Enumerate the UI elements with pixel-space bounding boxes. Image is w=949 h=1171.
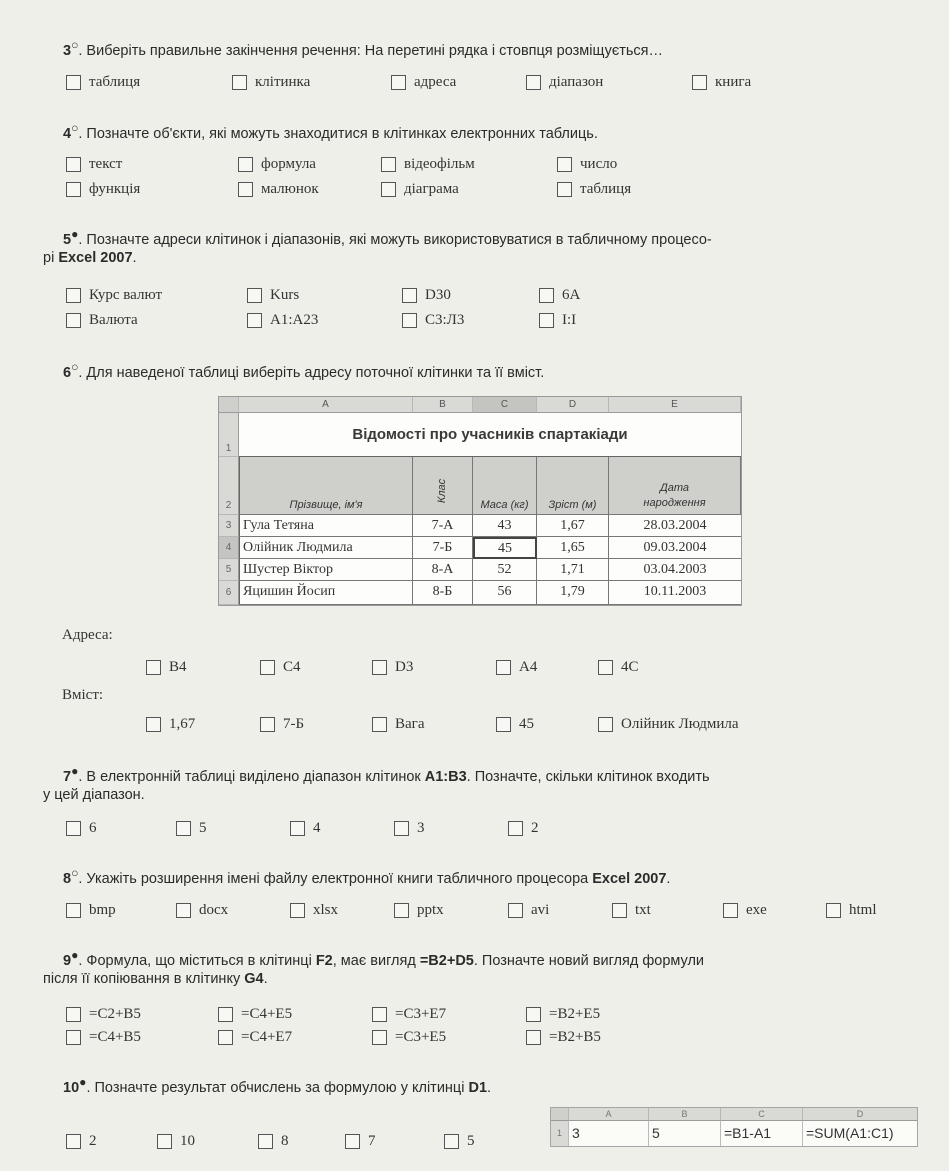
checkbox[interactable] bbox=[598, 717, 613, 732]
checkbox[interactable] bbox=[146, 717, 161, 732]
question-text: . Позначте адреси клітинок і діапазонів, які можуть використовуватися в табличному процесо- bbox=[78, 231, 712, 248]
option-label: таблиця bbox=[580, 181, 632, 197]
q4-option-1[interactable] bbox=[238, 156, 316, 173]
option-label: D30 bbox=[425, 287, 451, 303]
column-header: A bbox=[239, 397, 413, 413]
q5-option-0[interactable] bbox=[66, 287, 162, 304]
cell[interactable]: 52 bbox=[473, 559, 537, 581]
cell[interactable]: 09.03.2004 bbox=[609, 537, 741, 559]
difficulty-mark: ● bbox=[71, 764, 79, 778]
q9-option-6[interactable] bbox=[372, 1029, 446, 1046]
option-label: функція bbox=[89, 181, 141, 197]
option-label: адреса bbox=[414, 74, 457, 90]
header-cell bbox=[537, 457, 609, 515]
option-label: діапазон bbox=[549, 74, 604, 90]
q6-address-option-1[interactable] bbox=[260, 659, 301, 676]
checkbox[interactable] bbox=[612, 903, 627, 918]
checkbox[interactable] bbox=[247, 313, 262, 328]
option-label: exe bbox=[746, 902, 767, 918]
option-label: 10 bbox=[180, 1133, 195, 1149]
checkbox[interactable] bbox=[539, 313, 554, 328]
question-text: . Позначте об'єкти, які можуть знаходитися в клітинках електронних таблиць. bbox=[78, 125, 598, 142]
question-9-line-2 bbox=[43, 971, 268, 987]
checkbox[interactable] bbox=[692, 75, 707, 90]
q8-option-1[interactable] bbox=[176, 902, 228, 919]
option-label: txt bbox=[635, 902, 651, 918]
cell[interactable]: 03.04.2003 bbox=[609, 559, 741, 581]
q7-option-0[interactable] bbox=[66, 820, 97, 837]
option-label: 8 bbox=[281, 1133, 289, 1149]
select-all-corner bbox=[219, 397, 239, 413]
q5-option-4[interactable] bbox=[66, 312, 138, 329]
q6-address-option-2[interactable] bbox=[372, 659, 413, 676]
checkbox[interactable] bbox=[238, 157, 253, 172]
text-fragment: . bbox=[132, 250, 137, 266]
question-number: 10 bbox=[63, 1079, 80, 1096]
option-label: діаграма bbox=[404, 181, 459, 197]
option-label: 6 bbox=[89, 820, 97, 836]
checkbox[interactable] bbox=[66, 903, 81, 918]
formula: =B2+D5 bbox=[419, 952, 474, 969]
option-label: =B2+E5 bbox=[549, 1006, 601, 1022]
checkbox[interactable] bbox=[526, 1007, 541, 1022]
checkbox[interactable] bbox=[557, 182, 572, 197]
option-label: html bbox=[849, 902, 877, 918]
column-header: A bbox=[569, 1108, 649, 1121]
checkbox[interactable] bbox=[232, 75, 247, 90]
question-3 bbox=[63, 38, 663, 59]
text-fragment: рі bbox=[43, 250, 59, 266]
question-5-line-2 bbox=[43, 250, 137, 266]
checkbox[interactable] bbox=[260, 660, 275, 675]
cell[interactable]: 7-А bbox=[413, 515, 473, 537]
sheet-title: Відомості про учасників спартакіади bbox=[239, 413, 741, 457]
question-4 bbox=[63, 121, 598, 142]
option-label: A4 bbox=[519, 659, 538, 675]
option-label: число bbox=[580, 156, 618, 172]
option-label: текст bbox=[89, 156, 123, 172]
option-label: D3 bbox=[395, 659, 414, 675]
q5-option-2[interactable] bbox=[402, 287, 451, 304]
checkbox[interactable] bbox=[218, 1007, 233, 1022]
option-label: формула bbox=[261, 156, 316, 172]
option-label: відеофільм bbox=[404, 156, 475, 172]
checkbox[interactable] bbox=[598, 660, 613, 675]
option-label: A1:A23 bbox=[270, 312, 319, 328]
option-label: C4 bbox=[283, 659, 301, 675]
spreadsheet-participants bbox=[218, 396, 742, 606]
cell[interactable]: 8-А bbox=[413, 559, 473, 581]
option-label: xlsx bbox=[313, 902, 339, 918]
checkbox[interactable] bbox=[66, 288, 81, 303]
option-label: bmp bbox=[89, 902, 116, 918]
option-label: =C3+E7 bbox=[395, 1006, 447, 1022]
q3-option-2[interactable] bbox=[391, 74, 456, 91]
cell[interactable]: 56 bbox=[473, 581, 537, 605]
text-fragment: . Формула, що міститься в клітинці bbox=[78, 952, 316, 969]
q10-option-4[interactable] bbox=[444, 1133, 475, 1150]
option-label: =B2+B5 bbox=[549, 1029, 601, 1045]
text-fragment: . Укажіть розширення імені файлу електронної книги табличного процесора bbox=[78, 870, 593, 887]
question-number: 9 bbox=[63, 952, 72, 969]
checkbox[interactable] bbox=[381, 182, 396, 197]
text-fragment: . В електронній таблиці виділено діапазон клітинок bbox=[78, 768, 425, 785]
option-label: Олійник Людмила bbox=[621, 716, 739, 732]
checkbox[interactable] bbox=[372, 717, 387, 732]
q6-content-option-4[interactable] bbox=[598, 716, 739, 733]
checkbox[interactable] bbox=[66, 75, 81, 90]
q7-option-2[interactable] bbox=[290, 820, 321, 837]
difficulty-mark: ● bbox=[71, 227, 79, 241]
checkbox[interactable] bbox=[66, 157, 81, 172]
column-header: B bbox=[649, 1108, 721, 1121]
question-number: 5 bbox=[63, 231, 72, 248]
q10-option-3[interactable] bbox=[345, 1133, 376, 1150]
question-number: 8 bbox=[63, 870, 72, 887]
question-6 bbox=[63, 360, 544, 381]
checkbox[interactable] bbox=[526, 1030, 541, 1045]
text-fragment: після її копіювання в клітинку bbox=[43, 971, 245, 987]
content-label: Вміст: bbox=[62, 687, 104, 703]
text-fragment: . bbox=[487, 1079, 492, 1096]
option-label: таблиця bbox=[89, 74, 141, 90]
q3-option-4[interactable] bbox=[692, 74, 751, 91]
range-ref: A1:B3 bbox=[424, 768, 467, 785]
option-label: 1,67 bbox=[169, 716, 196, 732]
option-label: 5 bbox=[467, 1133, 475, 1149]
q7-option-1[interactable] bbox=[176, 820, 207, 837]
text-fragment: . bbox=[263, 971, 268, 987]
cell[interactable]: =B1-A1 bbox=[721, 1121, 803, 1146]
option-label: =C2+B5 bbox=[89, 1006, 141, 1022]
cell-ref: G4 bbox=[244, 971, 264, 987]
question-text: . Виберіть правильне закінчення речення: На перетині рядка і стовпця розміщується… bbox=[78, 42, 664, 59]
q9-option-4[interactable] bbox=[66, 1029, 141, 1046]
cell[interactable]: 1,79 bbox=[537, 581, 609, 605]
option-label: C3:Л3 bbox=[425, 312, 465, 328]
text-fragment: . Позначте новий вигляд формули bbox=[473, 952, 705, 969]
checkbox[interactable] bbox=[146, 660, 161, 675]
column-header: E bbox=[609, 397, 741, 413]
question-number: 3 bbox=[63, 42, 72, 59]
q3-option-0[interactable] bbox=[66, 74, 140, 91]
difficulty-mark: ○ bbox=[71, 866, 79, 880]
header-text-vertical: Клас bbox=[436, 478, 449, 504]
q4-option-4[interactable] bbox=[66, 181, 140, 198]
q6-content-option-1[interactable] bbox=[260, 716, 304, 733]
checkbox[interactable] bbox=[496, 660, 511, 675]
question-9 bbox=[63, 948, 704, 969]
checkbox[interactable] bbox=[157, 1134, 172, 1149]
checkbox[interactable] bbox=[394, 903, 409, 918]
checkbox[interactable] bbox=[66, 1007, 81, 1022]
question-7-line-2: у цей діапазон. bbox=[43, 787, 145, 803]
q7-option-4[interactable] bbox=[508, 820, 539, 837]
q3-option-1[interactable] bbox=[232, 74, 310, 91]
option-label: 7 bbox=[368, 1133, 376, 1149]
cell[interactable]: 10.11.2003 bbox=[609, 581, 741, 605]
question-number: 6 bbox=[63, 364, 72, 381]
option-label: 2 bbox=[531, 820, 539, 836]
spreadsheet-formula bbox=[550, 1107, 918, 1147]
q8-option-7[interactable] bbox=[826, 902, 877, 919]
checkbox[interactable] bbox=[496, 717, 511, 732]
q6-content-option-3[interactable] bbox=[496, 716, 534, 733]
q9-option-0[interactable] bbox=[66, 1006, 141, 1023]
option-label: =C4+B5 bbox=[89, 1029, 141, 1045]
option-label: 7-Б bbox=[283, 716, 305, 732]
checkbox[interactable] bbox=[723, 903, 738, 918]
difficulty-mark: ● bbox=[79, 1075, 87, 1089]
checkbox[interactable] bbox=[402, 288, 417, 303]
checkbox[interactable] bbox=[260, 717, 275, 732]
header-text: Дата народження bbox=[643, 482, 706, 509]
q4-option-5[interactable] bbox=[238, 181, 319, 198]
cell-ref: F2 bbox=[315, 952, 333, 969]
program-name: Excel 2007 bbox=[592, 870, 667, 887]
q5-option-3[interactable] bbox=[539, 287, 580, 304]
option-label: docx bbox=[199, 902, 229, 918]
checkbox[interactable] bbox=[176, 821, 191, 836]
checkbox[interactable] bbox=[826, 903, 841, 918]
q10-option-2[interactable] bbox=[258, 1133, 289, 1150]
checkbox[interactable] bbox=[381, 157, 396, 172]
header-cell bbox=[413, 457, 473, 515]
checkbox[interactable] bbox=[394, 821, 409, 836]
row-header: 3 bbox=[219, 515, 239, 537]
checkbox[interactable] bbox=[290, 903, 305, 918]
text-fragment: . Позначте, скільки клітинок входить bbox=[466, 768, 710, 785]
checkbox[interactable] bbox=[372, 1030, 387, 1045]
cell[interactable]: Гула Тетяна bbox=[239, 515, 413, 537]
checkbox[interactable] bbox=[444, 1134, 459, 1149]
q6-address-option-0[interactable] bbox=[146, 659, 187, 676]
question-7 bbox=[63, 764, 710, 785]
difficulty-mark: ● bbox=[71, 948, 79, 962]
checkbox[interactable] bbox=[372, 1007, 387, 1022]
q9-option-3[interactable] bbox=[526, 1006, 600, 1023]
q4-option-7[interactable] bbox=[557, 181, 631, 198]
program-name: Excel 2007 bbox=[58, 250, 133, 266]
option-label: Kurs bbox=[270, 287, 300, 303]
q9-option-1[interactable] bbox=[218, 1006, 292, 1023]
q9-option-5[interactable] bbox=[218, 1029, 292, 1046]
column-header: C bbox=[721, 1108, 803, 1121]
cell[interactable]: 8-Б bbox=[413, 581, 473, 605]
option-label: avi bbox=[531, 902, 550, 918]
header-text: Зріст (м) bbox=[548, 499, 597, 511]
option-label: 3 bbox=[417, 820, 425, 836]
difficulty-mark: ○ bbox=[71, 121, 79, 135]
cell[interactable]: =SUM(A1:C1) bbox=[806, 1125, 894, 1141]
text-fragment: . bbox=[666, 870, 671, 887]
question-number: 4 bbox=[63, 125, 72, 142]
row-header: 5 bbox=[219, 559, 239, 581]
option-label: малюнок bbox=[261, 181, 319, 197]
option-label: Курс валют bbox=[89, 287, 163, 303]
row-header: 4 bbox=[219, 537, 239, 559]
difficulty-mark: ○ bbox=[71, 360, 79, 374]
option-label: 4 bbox=[313, 820, 321, 836]
cell[interactable]: Шустер Віктор bbox=[239, 559, 413, 581]
option-label: 5 bbox=[199, 820, 207, 836]
checkbox[interactable] bbox=[66, 821, 81, 836]
header-cell bbox=[239, 457, 413, 515]
row-header: 6 bbox=[219, 581, 239, 605]
option-label: =C3+E5 bbox=[395, 1029, 447, 1045]
q8-option-0[interactable] bbox=[66, 902, 116, 919]
header-text: Прізвище, ім'я bbox=[289, 499, 363, 511]
column-header: C bbox=[473, 397, 537, 413]
q5-option-6[interactable] bbox=[402, 312, 464, 329]
q8-option-3[interactable] bbox=[394, 902, 444, 919]
cell[interactable]: 28.03.2004 bbox=[609, 515, 741, 537]
select-all-corner bbox=[551, 1108, 569, 1121]
q4-option-6[interactable] bbox=[381, 181, 459, 198]
checkbox[interactable] bbox=[66, 313, 81, 328]
question-10 bbox=[63, 1075, 491, 1096]
question-5 bbox=[63, 227, 712, 248]
header-text: Маса (кг) bbox=[480, 499, 529, 511]
option-label: B4 bbox=[169, 659, 187, 675]
cell[interactable]: 1,67 bbox=[537, 515, 609, 537]
cell[interactable]: Олійник Людмила bbox=[239, 537, 413, 559]
option-label: 45 bbox=[519, 716, 534, 732]
option-label: 6A bbox=[562, 287, 581, 303]
checkbox[interactable] bbox=[66, 182, 81, 197]
cell[interactable]: 3 bbox=[569, 1121, 649, 1146]
q6-address-option-4[interactable] bbox=[598, 659, 639, 676]
column-header: D bbox=[803, 1108, 917, 1121]
q10-option-1[interactable] bbox=[157, 1133, 195, 1150]
difficulty-mark: ○ bbox=[71, 38, 79, 52]
row-header: 1 bbox=[551, 1121, 569, 1146]
q4-option-2[interactable] bbox=[381, 156, 475, 173]
header-cell bbox=[473, 457, 537, 515]
checkbox[interactable] bbox=[258, 1134, 273, 1149]
checkbox[interactable] bbox=[539, 288, 554, 303]
q4-option-3[interactable] bbox=[557, 156, 617, 173]
q5-option-5[interactable] bbox=[247, 312, 318, 329]
option-label: клітинка bbox=[255, 74, 311, 90]
option-label: книга bbox=[715, 74, 752, 90]
q8-option-4[interactable] bbox=[508, 902, 549, 919]
checkbox[interactable] bbox=[526, 75, 541, 90]
question-text: . Для наведеної таблиці виберіть адресу поточної клітинки та її вміст. bbox=[78, 364, 545, 381]
cell-ref: D1 bbox=[468, 1079, 488, 1096]
checkbox[interactable] bbox=[508, 903, 523, 918]
q10-option-0[interactable] bbox=[66, 1133, 97, 1150]
q6-address-option-3[interactable] bbox=[496, 659, 537, 676]
row-header: 1 bbox=[219, 413, 239, 457]
question-number: 7 bbox=[63, 768, 72, 785]
question-8 bbox=[63, 866, 670, 887]
q4-option-0[interactable] bbox=[66, 156, 122, 173]
text-fragment: , має вигляд bbox=[332, 952, 420, 969]
option-label: I:I bbox=[562, 312, 577, 328]
q5-option-7[interactable] bbox=[539, 312, 576, 329]
checkbox[interactable] bbox=[372, 660, 387, 675]
checkbox[interactable] bbox=[176, 903, 191, 918]
text-fragment: . Позначте результат обчислень за формулою у клітинці bbox=[86, 1079, 469, 1096]
q9-option-2[interactable] bbox=[372, 1006, 446, 1023]
checkbox[interactable] bbox=[391, 75, 406, 90]
option-label: pptx bbox=[417, 902, 444, 918]
option-label: =C4+E5 bbox=[241, 1006, 293, 1022]
checkbox[interactable] bbox=[238, 182, 253, 197]
option-label: =C4+E7 bbox=[241, 1029, 293, 1045]
column-header: D bbox=[537, 397, 609, 413]
q9-option-7[interactable] bbox=[526, 1029, 601, 1046]
option-label: Вага bbox=[395, 716, 425, 732]
checkbox[interactable] bbox=[66, 1030, 81, 1045]
checkbox[interactable] bbox=[66, 1134, 81, 1149]
header-cell bbox=[609, 457, 741, 515]
checkbox[interactable] bbox=[345, 1134, 360, 1149]
cell[interactable]: 5 bbox=[649, 1121, 721, 1146]
column-header: B bbox=[413, 397, 473, 413]
cell[interactable]: Яцишин Йосип bbox=[239, 581, 413, 605]
q3-option-3[interactable] bbox=[526, 74, 603, 91]
q5-option-1[interactable] bbox=[247, 287, 299, 304]
active-cell[interactable]: 45 bbox=[473, 537, 537, 559]
q8-option-5[interactable] bbox=[612, 902, 651, 919]
checkbox[interactable] bbox=[557, 157, 572, 172]
option-label: 4C bbox=[621, 659, 639, 675]
q7-option-3[interactable] bbox=[394, 820, 425, 837]
checkbox[interactable] bbox=[402, 313, 417, 328]
checkbox[interactable] bbox=[218, 1030, 233, 1045]
cell[interactable]: 7-Б bbox=[413, 537, 473, 559]
checkbox[interactable] bbox=[508, 821, 523, 836]
cell[interactable]: 1,65 bbox=[537, 537, 609, 559]
cell[interactable]: 43 bbox=[473, 515, 537, 537]
option-label: Валюта bbox=[89, 312, 138, 328]
q8-option-6[interactable] bbox=[723, 902, 767, 919]
row-header: 2 bbox=[219, 457, 239, 515]
q6-content-option-2[interactable] bbox=[372, 716, 424, 733]
cell[interactable]: 1,71 bbox=[537, 559, 609, 581]
checkbox[interactable] bbox=[290, 821, 305, 836]
address-label: Адреса: bbox=[62, 627, 113, 643]
checkbox[interactable] bbox=[247, 288, 262, 303]
q6-content-option-0[interactable] bbox=[146, 716, 195, 733]
option-label: 2 bbox=[89, 1133, 97, 1149]
q8-option-2[interactable] bbox=[290, 902, 338, 919]
